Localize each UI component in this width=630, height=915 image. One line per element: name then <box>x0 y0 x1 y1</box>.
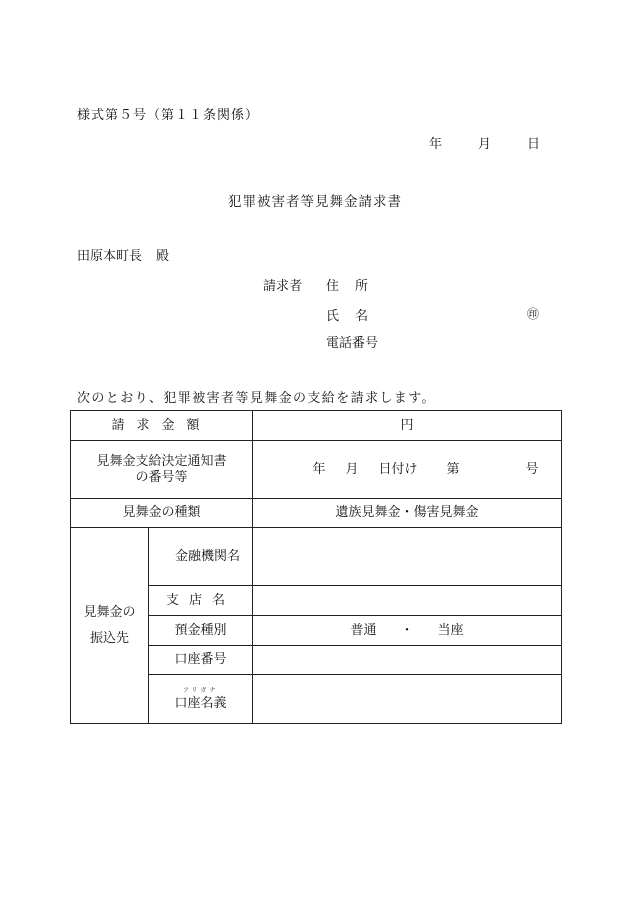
notice-label-cell <box>71 441 253 499</box>
date-line <box>429 133 540 152</box>
addressee-honorific: 殿 <box>156 249 170 264</box>
table-row-notice <box>71 441 562 499</box>
table-row-bank <box>71 528 562 586</box>
bank-label-cell <box>149 528 253 586</box>
type-label-cell <box>71 499 253 528</box>
branch-value-cell[interactable] <box>253 586 562 616</box>
notice-day: 日付け <box>378 461 418 477</box>
amount-unit: 円 <box>400 417 414 433</box>
addressee-name: 田原本町長 <box>77 249 143 264</box>
account-name-value-cell[interactable] <box>253 675 562 724</box>
deposit-type-label: 預金種別 <box>174 622 227 638</box>
transfer-label-line1: 見舞金の <box>83 604 136 620</box>
type-value: 遺族見舞金・傷害見舞金 <box>335 505 479 521</box>
notice-month: 月 <box>345 461 359 477</box>
requester-label: 請求者 <box>263 279 303 294</box>
date-month-label: 月 <box>477 137 491 152</box>
address-label: 住所 <box>326 279 385 294</box>
date-day-label: 日 <box>526 137 540 152</box>
notice-label-line2: の番号等 <box>135 469 188 485</box>
table-row-amount <box>71 411 562 441</box>
document-title: 犯罪被害者等見舞金請求書 <box>228 194 402 210</box>
account-number-label: 口座番号 <box>174 652 227 668</box>
intro-text: 次のとおり、犯罪被害者等見舞金の支給を請求します。 <box>77 391 436 406</box>
notice-value-cell[interactable] <box>253 441 562 499</box>
bank-label: 金融機関名 <box>175 548 241 564</box>
branch-label-cell <box>149 586 253 616</box>
addressee <box>77 245 169 264</box>
account-name-label: 口座名義 <box>174 695 227 711</box>
transfer-label-line2: 振込先 <box>89 630 129 646</box>
table-row-type <box>71 499 562 528</box>
amount-value-cell[interactable] <box>253 411 562 441</box>
notice-label-line1: 見舞金支給決定通知書 <box>96 453 227 469</box>
claim-table <box>70 410 562 724</box>
amount-label: 請求金額 <box>111 417 212 433</box>
account-name-ruby: フリガナ <box>182 686 219 694</box>
notice-go: 号 <box>525 461 539 477</box>
deposit-futsu[interactable]: 普通 <box>350 622 377 638</box>
amount-label-cell <box>71 411 253 441</box>
notice-dai: 第 <box>446 461 460 477</box>
deposit-value-cell[interactable] <box>253 616 562 646</box>
form-number: 様式第５号（第１１条関係） <box>77 108 260 123</box>
deposit-separator: ・ <box>400 622 414 638</box>
account-name-label-cell <box>149 675 253 724</box>
date-year-label: 年 <box>428 137 442 152</box>
deposit-label-cell <box>149 616 253 646</box>
type-value-cell[interactable] <box>253 499 562 528</box>
bank-value-cell[interactable] <box>253 528 562 586</box>
type-label: 見舞金の種類 <box>122 505 201 521</box>
seal-mark: ㊞ <box>527 307 540 321</box>
account-number-label-cell <box>149 646 253 675</box>
account-number-value-cell[interactable] <box>253 646 562 675</box>
transfer-label-cell <box>71 528 149 724</box>
notice-year: 年 <box>312 461 326 477</box>
name-label: 氏名 <box>326 309 385 324</box>
phone-label: 電話番号 <box>326 336 379 351</box>
branch-label: 支店名 <box>166 592 236 608</box>
deposit-touza[interactable]: 当座 <box>437 622 464 638</box>
